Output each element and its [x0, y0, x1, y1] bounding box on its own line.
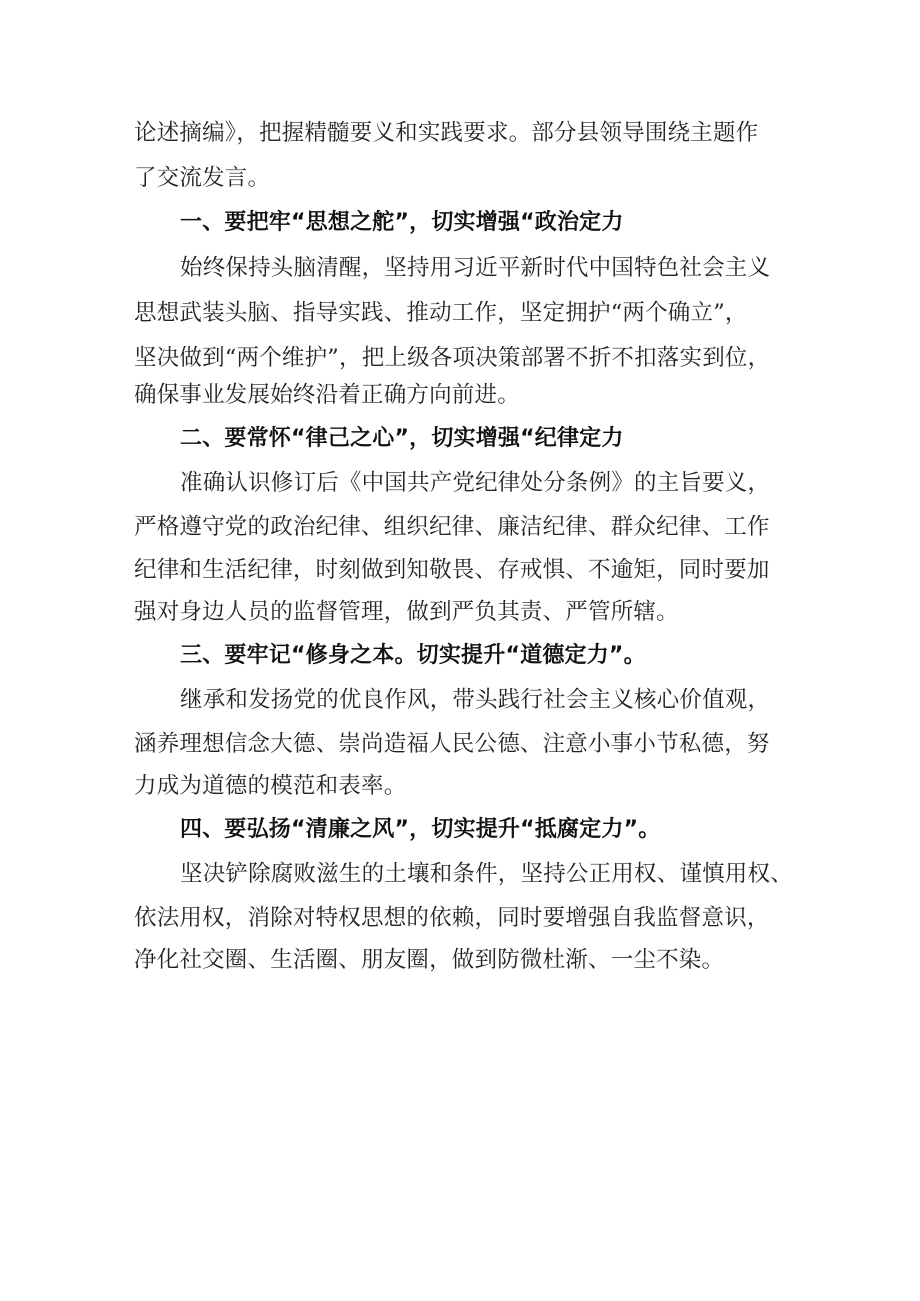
section-1-line-4: 确保事业发展始终沿着正确方向前进。 — [134, 382, 520, 408]
section-3-line-1: 继承和发扬党的优良作风，带头践行社会主义核心价值观， — [180, 687, 771, 713]
section-4-heading: 四、要弘扬“清廉之风”，切实提升“抵腐定力”。 — [180, 817, 661, 842]
section-3-line-3: 力成为道德的模范和表率。 — [134, 773, 407, 799]
section-2-line-1: 准确认识修订后《中国共产党纪律处分条例》的主旨要义， — [180, 470, 771, 496]
section-1-line-2: 思想武装头脑、指导实践、推动工作，坚定拥护“两个确立”， — [134, 300, 748, 326]
section-2-line-4: 强对身边人员的监督管理，做到严负其责、严管所辖。 — [134, 599, 679, 625]
section-3-heading: 三、要牢记“修身之本。切实提升“道德定力”。 — [180, 643, 646, 668]
section-2-heading: 二、要常怀“律己之心”，切实增强“纪律定力 — [180, 426, 624, 451]
intro-line-2: 了交流发言。 — [134, 165, 271, 191]
intro-line-1: 论述摘编》，把握精髓要义和实践要求。部分县领导围绕主题作 — [134, 120, 759, 146]
section-4-line-1: 坚决铲除腐败滋生的土壤和条件，坚持公正用权、谨慎用权、 — [180, 861, 793, 887]
section-1-line-1: 始终保持头脑清醒，坚持用习近平新时代中国特色社会主义 — [180, 255, 771, 281]
section-4-line-3: 净化社交圈、生活圈、朋友圈，做到防微杜渐、一尘不染。 — [134, 947, 725, 973]
section-1-line-3: 坚决做到“两个维护”，把上级各项决策部署不折不扣落实到位， — [134, 345, 771, 371]
section-2-line-2: 严格遵守党的政治纪律、组织纪律、廉洁纪律、群众纪律、工作 — [134, 514, 770, 540]
section-1-heading: 一、要把牢“思想之舵”，切实增强“政治定力 — [180, 210, 624, 235]
section-3-line-2: 涵养理想信念大德、崇尚造福人民公德、注意小事小节私德，努 — [134, 731, 770, 757]
section-4-line-2: 依法用权，消除对特权思想的依赖，同时要增强自我监督意识， — [134, 905, 770, 931]
section-2-line-3: 纪律和生活纪律，时刻做到知敬畏、存戒惧、不逾矩，同时要加 — [134, 557, 770, 583]
